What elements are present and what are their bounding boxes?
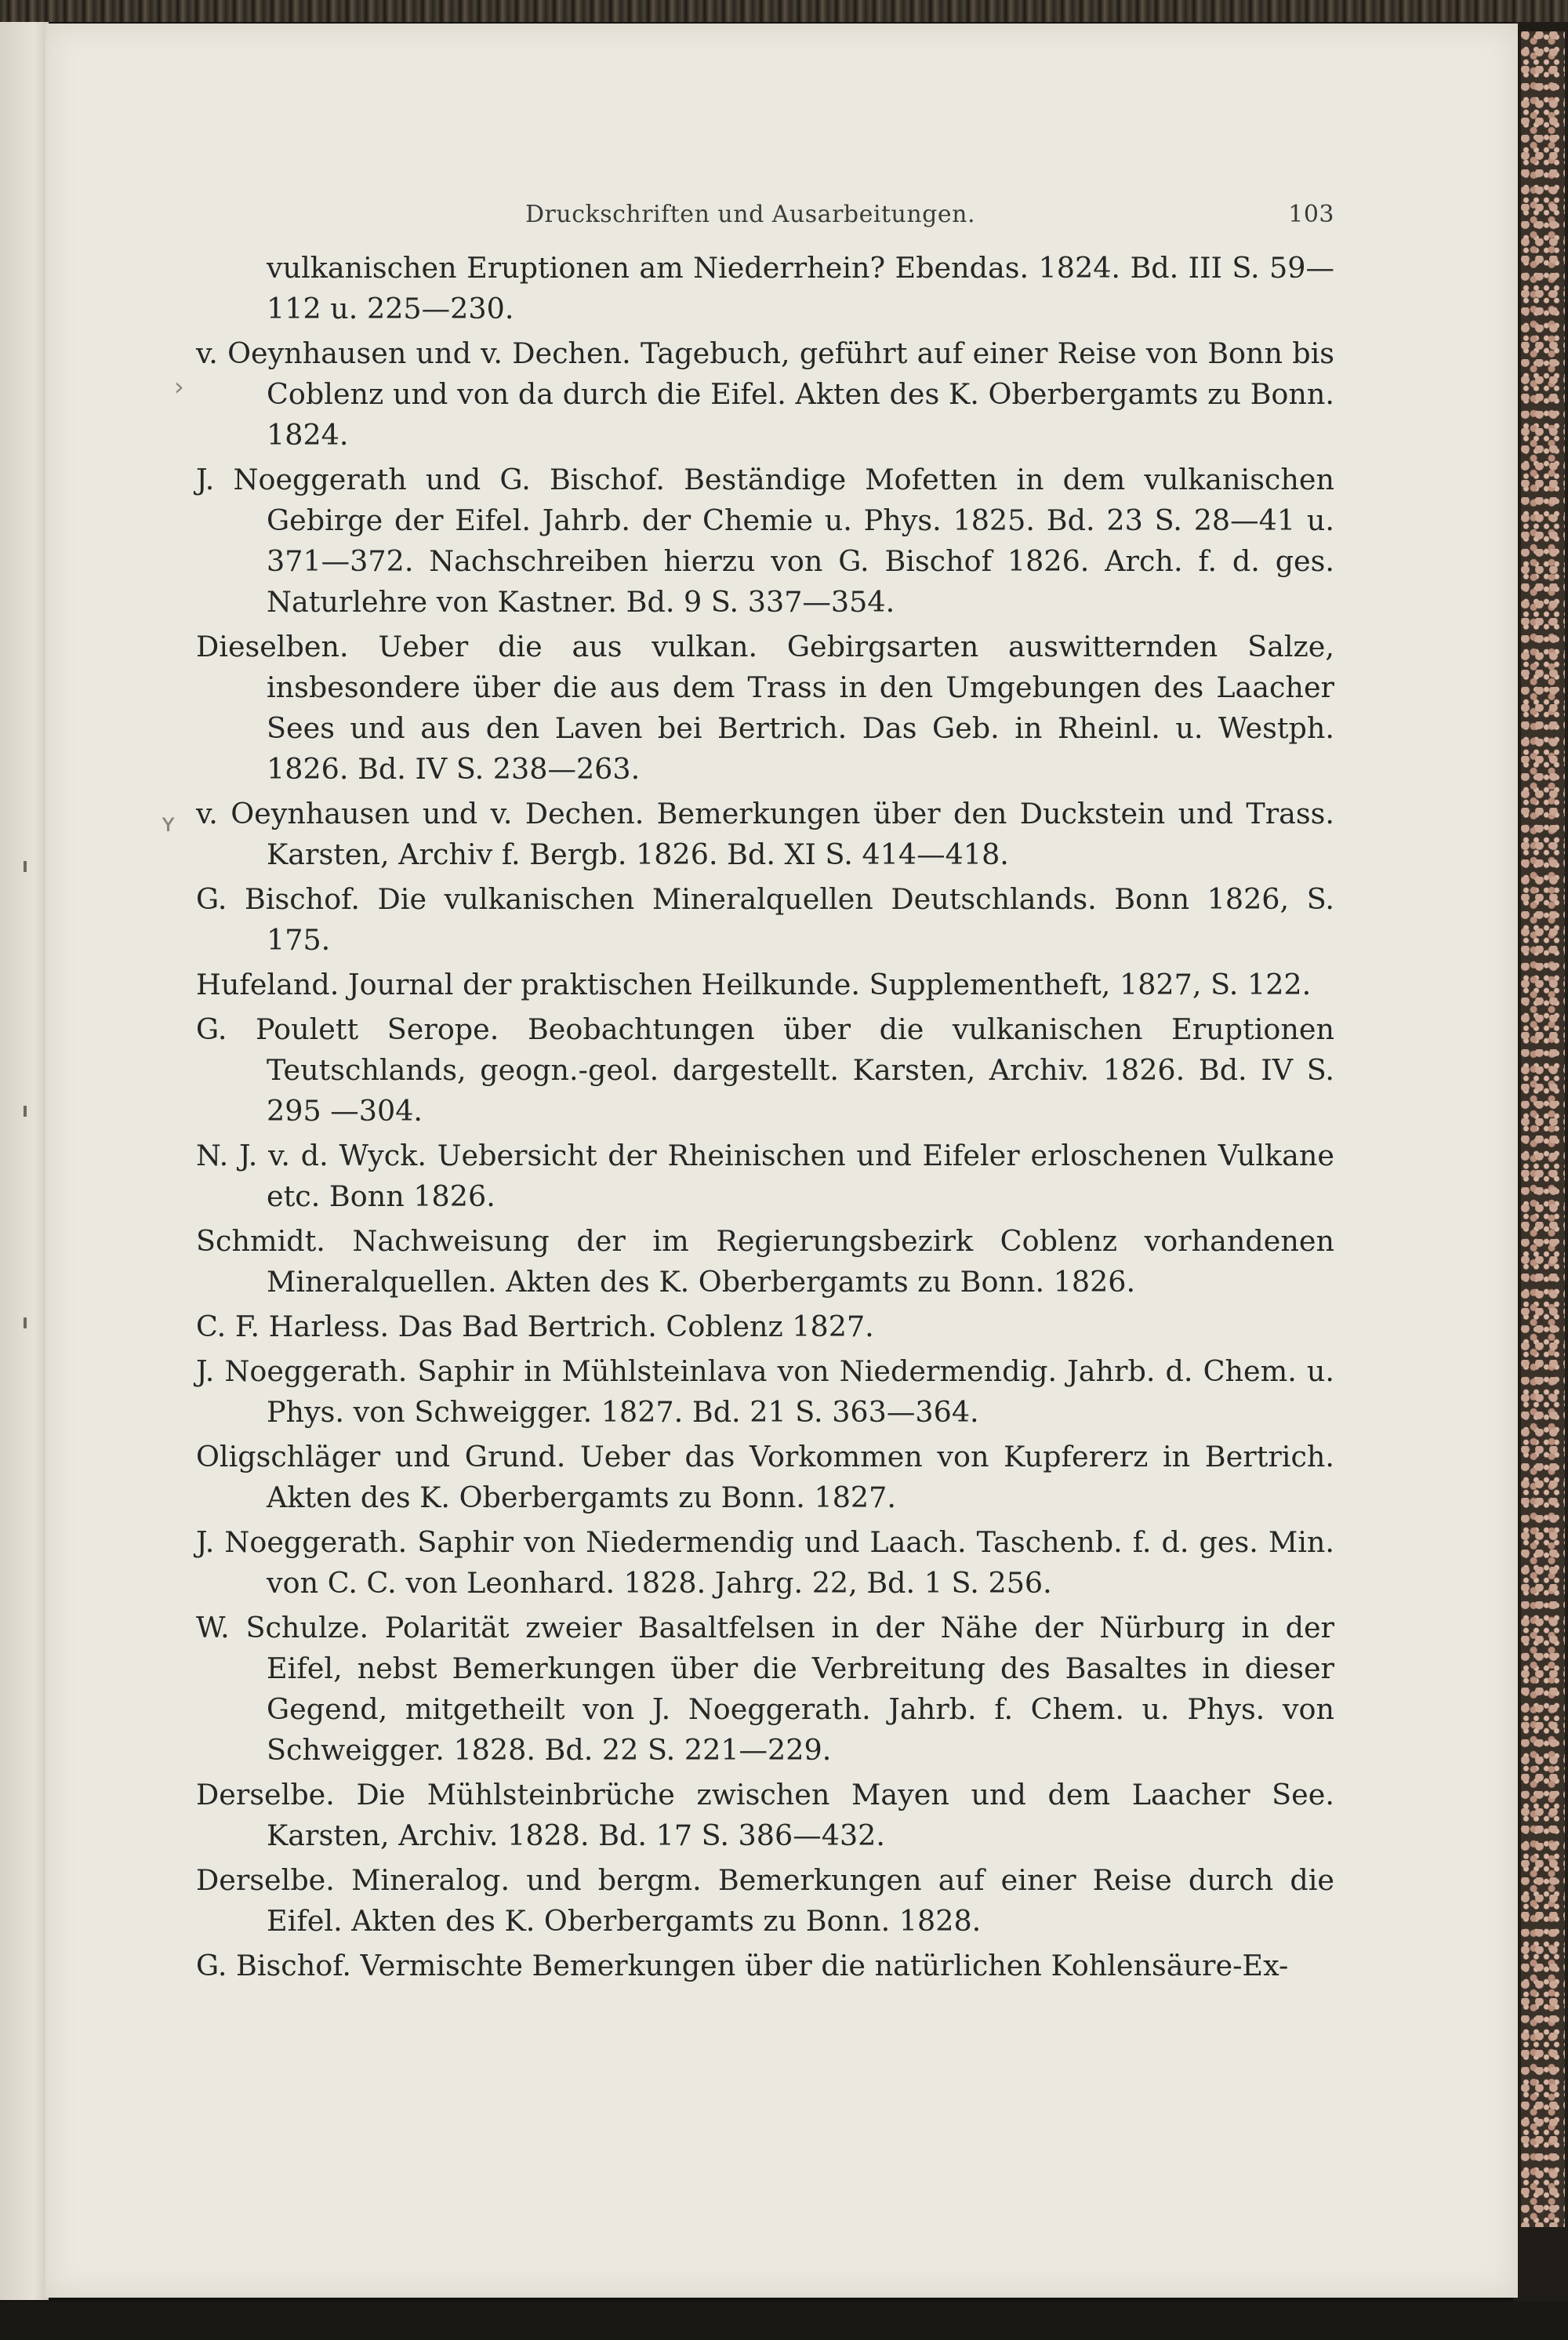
bibliography-entry: v. Oeynhausen und v. Dechen. Tagebuch, geführt auf einer Reise von Bonn bis Coblenz und von da durch die Eifel. Akten des K. Oberbergamts zu Bonn. 1824. xyxy=(196,336,1334,452)
bibliography-entry: J. Noeggerath. Saphir von Niedermendig und Laach. Taschenb. f. d. ges. Min. von C. C. von Leonhard. 1828. Jahrg. 22, Bd. 1 S. 256. xyxy=(196,1525,1334,1600)
page-number: 103 xyxy=(1288,201,1334,228)
marbled-endpaper xyxy=(1521,31,1565,2227)
bibliography-entry: J. Noeggerath und G. Bischof. Beständige Mofetten in dem vulkanischen Gebirge der Eifel. Jahrb. der Chemie u. Phys. 1825. Bd. 23 S. 28—41 u. 371—372. Nachschreiben hierzu von G. Bischof 1826. Arch. f. d. ges. Naturlehre von Kastner. Bd. 9 S. 337—354. xyxy=(196,463,1334,619)
bibliography-entry: v. Oeynhausen und v. Dechen. Bemerkungen über den Duckstein und Trass. Karsten, Archiv f. Bergb. 1826. Bd. XI S. 414—418. xyxy=(196,797,1334,871)
bibliography-entry: Dieselben. Ueber die aus vulkan. Gebirgsarten auswitternden Salze, insbesondere über die aus dem Trass in den Umgebungen des Laacher Sees und aus den Laven bei Bertrich. Das Geb. in Rheinl. u. Westph. 1826. Bd. IV S. 238—263. xyxy=(196,630,1334,786)
bibliography-entry: G. Bischof. Die vulkanischen Mineralquellen Deutschlands. Bonn 1826, S. 175. xyxy=(196,882,1334,957)
page-header xyxy=(431,201,1334,235)
pencil-mark: ʏ xyxy=(161,808,176,838)
bibliography-entry: W. Schulze. Polarität zweier Basaltfelsen in der Nähe der Nürburg in der Eifel, nebst Bemerkungen über die Verbreitung des Basaltes in dieser Gegend, mitgetheilt von J. Noeggerath. Jahrb. f. Chem. u. Phys. von Schweigger. 1828. Bd. 22 S. 221—229. xyxy=(196,1611,1334,1767)
bibliography-entry: vulkanischen Eruptionen am Niederrhein? Ebendas. 1824. Bd. III S. 59—112 u. 225—230. xyxy=(267,251,1334,325)
book-top-edge xyxy=(0,0,1568,22)
margin-dot xyxy=(24,1317,27,1328)
running-title: Druckschriften und Ausarbeitungen. xyxy=(525,201,975,228)
previous-page-edge xyxy=(0,22,49,2300)
bibliography-entry: Derselbe. Die Mühlsteinbrüche zwischen Mayen und dem Laacher See. Karsten, Archiv. 1828. Bd. 17 S. 386—432. xyxy=(196,1778,1334,1852)
bibliography-entry: J. Noeggerath. Saphir in Mühlsteinlava von Niedermendig. Jahrb. d. Chem. u. Phys. von Schweigger. 1827. Bd. 21 S. 363—364. xyxy=(196,1354,1334,1429)
bibliography-entry: G. Bischof. Vermischte Bemerkungen über die natürlichen Kohlensäure-Ex- xyxy=(196,1949,1289,1982)
bibliography-entry: G. Poulett Serope. Beobachtungen über die vulkanischen Eruptionen Teutschlands, geogn.-geol. dargestellt. Karsten, Archiv. 1826. Bd. IV S. 295 —304. xyxy=(196,1012,1334,1128)
margin-dot xyxy=(24,1106,27,1117)
bibliography-entry: Schmidt. Nachweisung der im Regierungsbezirk Coblenz vorhandenen Mineralquellen. Akten des K. Oberbergamts zu Bonn. 1826. xyxy=(196,1224,1334,1299)
bibliography-entry: Hufeland. Journal der praktischen Heilkunde. Supplementheft, 1827, S. 122. xyxy=(196,968,1312,1001)
bibliography-entry: C. F. Harless. Das Bad Bertrich. Coblenz 1827. xyxy=(196,1310,874,1343)
bibliography-entry: Oligschläger und Grund. Ueber das Vorkommen von Kupfererz in Bertrich. Akten des K. Oberbergamts zu Bonn. 1827. xyxy=(196,1440,1334,1514)
margin-dot xyxy=(24,861,27,872)
bibliography-list xyxy=(196,248,1334,1990)
bibliography-entry: Derselbe. Mineralog. und bergm. Bemerkungen auf einer Reise durch die Eifel. Akten des K. Oberbergamts zu Bonn. 1828. xyxy=(196,1863,1334,1938)
book-bottom-edge xyxy=(0,2302,1568,2340)
bibliography-entry: N. J. v. d. Wyck. Uebersicht der Rheinischen und Eifeler erloschenen Vulkane etc. Bonn 1826. xyxy=(196,1139,1334,1213)
pencil-mark: › xyxy=(174,372,184,402)
